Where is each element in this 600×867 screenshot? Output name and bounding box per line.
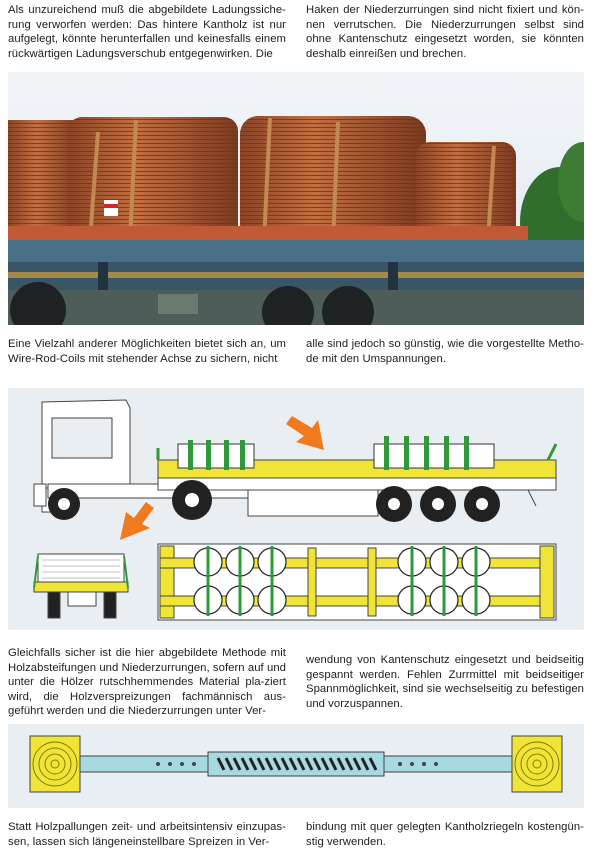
intro-text-left: Als unzureichend muß die abgebildete Ladungssiche-rung verworfen werden: Das hintere Kantholz ist nur aufgelegt, könnte herunterfallen und keinesfalls einem rückwärtigen Ladungsverschub entgegenwirken. Die	[8, 4, 286, 60]
lower-text-right: wendung von Kantenschutz eingesetzt und beidseitig gespannt werden. Fehlen Zurrmittel mit beidseitiger Spannmöglichkeit, sind sie wechselseitig zu befestigen und vorzuspannen.	[306, 654, 584, 710]
intro-text-right: Haken der Niederzurrungen sind nicht fixiert und kön-nen verrutschen. Die Niederzurrungen selbst sind ohne Kantenschutz eingesetzt worden, sie könnten deshalb einreißen und brechen.	[306, 4, 584, 60]
bottom-text-left: Statt Holzpallungen zeit- und arbeitsintensiv einzupas-sen, lassen sich längeneinstellbare Spreizen in Ver-	[8, 821, 286, 848]
photo-wire-rod-coils-on-trailer	[8, 72, 584, 325]
mid-text-right: alle sind jedoch so günstig, wie die vorgestellte Metho-de mit den Umspannungen.	[306, 338, 584, 365]
diagram-adjustable-spreader	[8, 724, 584, 808]
arrow-icon	[120, 502, 154, 540]
lower-text-left: Gleichfalls sicher ist die hier abgebildete Methode mit Holzabsteifungen und Niederzurrungen, sofern auf und unter die Hölzer rutschhemmendes Material pla-ziert wird, die Holzverspreizungen fachmännisch aus-geführt werden und die Niederzurrungen unter Ver-	[8, 647, 286, 717]
diagram-truck-coil-lashing	[8, 388, 584, 630]
arrow-icon	[286, 416, 324, 450]
bottom-text-right: bindung mit quer gelegten Kantholzriegeln kostengün-stig verwenden.	[306, 821, 584, 848]
mid-text-left: Eine Vielzahl anderer Möglichkeiten bietet sich an, um Wire-Rod-Coils mit stehender Achse zu sichern, nicht	[8, 338, 286, 365]
